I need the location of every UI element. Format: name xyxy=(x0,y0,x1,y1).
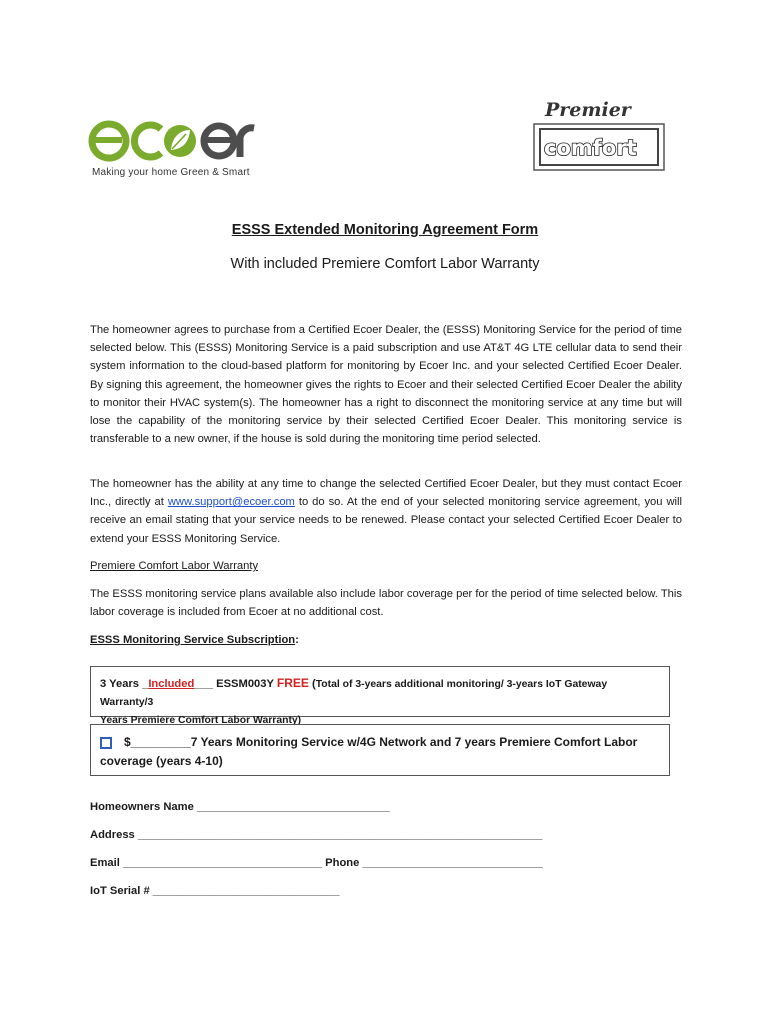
option-paren: ( xyxy=(308,678,316,690)
agreement-paragraph-2 xyxy=(90,475,682,548)
subscription-heading xyxy=(90,631,682,649)
premier-comfort-logo xyxy=(527,96,667,172)
option-product-code: ESSM003Y xyxy=(213,678,277,690)
option-free-label: FREE xyxy=(276,676,309,690)
warranty-paragraph: The ESSS monitoring service plans available also include labor coverage per for the period of time selected below. This labor coverage is included from Ecoer at no additional cost. xyxy=(90,588,682,619)
option-7-years-box[interactable] xyxy=(90,724,670,776)
form-title: ESSS Extended Monitoring Agreement Form xyxy=(231,222,539,238)
form-subtitle: With included Premiere Comfort Labor Warranty xyxy=(230,256,540,272)
email-field[interactable]: Email ________________________________ xyxy=(90,857,323,869)
option-7-years-text: $_________7 Years Monitoring Service w/4G Network and 7 years Premiere Comfort Labor coverage (years 4-10) xyxy=(100,735,638,768)
svg-text:comfort: comfort xyxy=(544,136,637,160)
option-7-years-checkbox[interactable] xyxy=(100,737,112,749)
agreement-paragraph-1: The homeowner agrees to purchase from a Certified Ecoer Dealer, the (ESSS) Monitoring Service for the period of time selected below. This (ESSS) Monitoring Service is a paid subscription and use AT&T 4G LTE cellular data to send their system information to the cloud-based platform for monitoring by Ecoer Inc. and your selected Certified Ecoer Dealer. By signing this agreement, the homeowner gives the rights to Ecoer and their selected Certified Ecoer Dealer the ability to monitor their HVAC system(s). The homeowner has a right to disconnect the monitoring service at any time but will lose the capability of the monitoring service by their selected Certified Ecoer Dealer. This monitoring service is transferable to a new owner, if the house is sold during the monitoring time period selected. xyxy=(90,324,682,446)
phone-field[interactable]: Phone _____________________________ xyxy=(325,857,543,869)
option-underscores: ___ xyxy=(194,678,213,690)
homeowner-name-field[interactable]: Homeowners Name _______________________________ xyxy=(90,801,390,813)
email-phone-row xyxy=(90,857,543,869)
option-3-years-label: 3 Years _ xyxy=(100,678,149,690)
iot-serial-field[interactable]: IoT Serial # ______________________________ xyxy=(90,885,340,897)
paragraph-2-text-b: to do so. At the end of your selected monitoring service agreement, you will receive an email stating that your service needs to be renewed. Please contact your selected Certified Ecoer Dealer to extend your ESSS Monitoring Service. xyxy=(90,496,683,545)
ecoer-tagline: Making your home Green & Smart xyxy=(92,167,250,178)
option-included-value: Included xyxy=(148,678,195,690)
subscription-heading-text: ESSS Monitoring Service Subscription xyxy=(90,634,296,646)
option-3-years-box[interactable] xyxy=(90,666,670,726)
paragraph-2-text-a: The homeowner has the ability at any time to change the selected Certified Ecoer Dealer, but they must contact Ecoer Inc., directly at xyxy=(90,478,682,509)
svg-text:Premier: Premier xyxy=(545,99,631,121)
subscription-heading-colon: : xyxy=(295,634,299,646)
option-details-1: Total of 3-years additional monitoring/ 3-years IoT Gateway Warranty/3 xyxy=(100,679,608,708)
warranty-heading: Premiere Comfort Labor Warranty xyxy=(90,560,259,572)
option-3-years-line-1 xyxy=(100,674,660,712)
support-email-link[interactable]: www.support@ecoer.com xyxy=(167,496,295,509)
address-field[interactable]: Address _________________________________________________________________ xyxy=(90,829,543,841)
option-details-2: Years Premiere Comfort Labor Warranty) xyxy=(100,715,302,726)
